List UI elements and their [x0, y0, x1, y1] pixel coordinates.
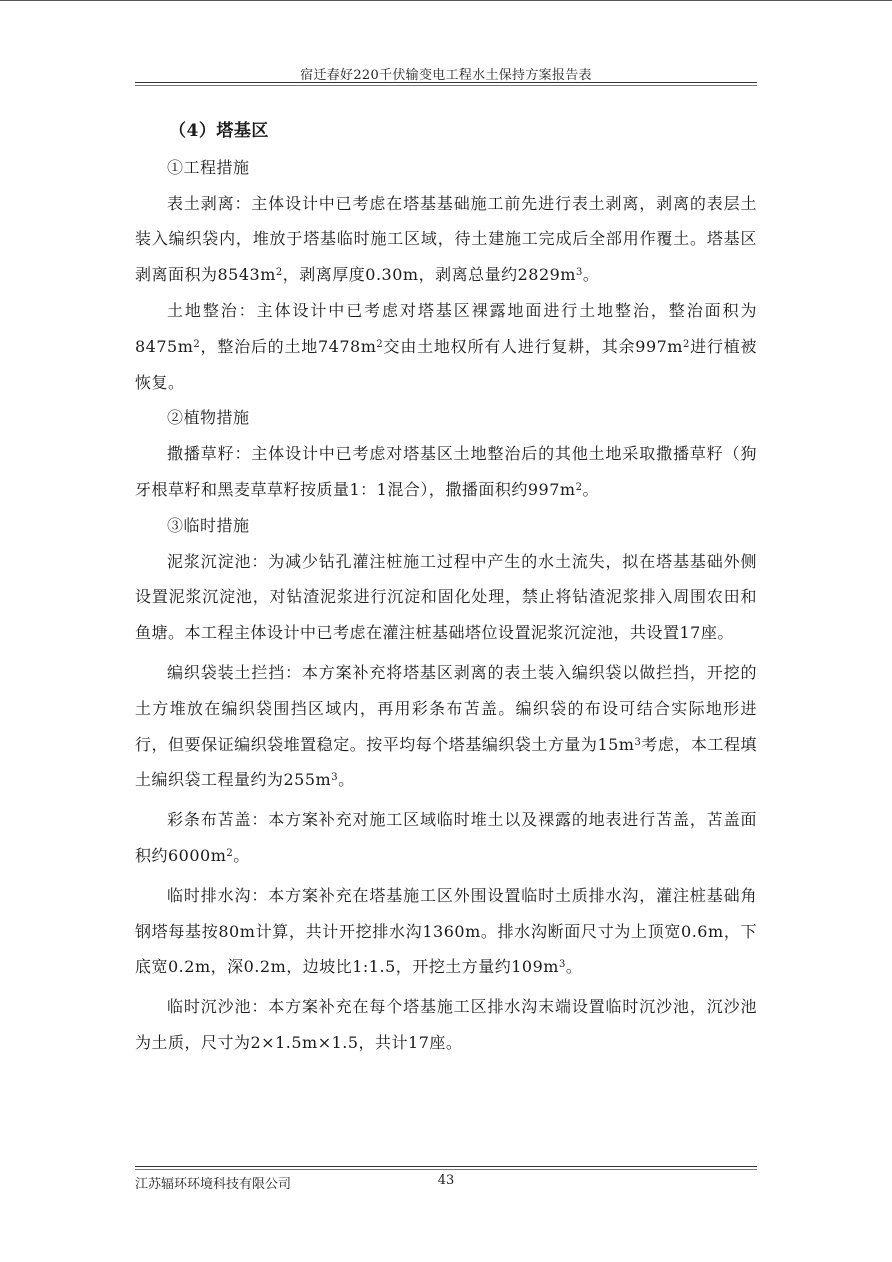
subheading-temporary: ③临时措施	[167, 515, 250, 535]
paragraph-mud-settling-pond: 泥浆沉淀池：为减少钻孔灌注桩施工过程中产生的水土流失，拟在塔基基础外侧设置泥浆沉淀池，对钻渣泥浆进行沉淀和固化处理，禁止将钻渣泥浆排入周围农田和鱼塘。本工程主体设计中已考虑在灌注桩基础塔位设置泥浆沉淀池，共设置17座。	[135, 551, 757, 643]
footer-rule	[135, 1166, 757, 1167]
paragraph-tarp-cover: 彩条布苫盖：本方案补充对施工区域临时堆土以及裸露的地表进行苫盖，苫盖面积约$6000m^2$。	[135, 810, 757, 865]
paragraph-topsoil-stripping: 表土剥离：主体设计中已考虑在塔基基础施工前先进行表土剥离，剥离的表层土装入编织袋内，堆放于塔基临时施工区域，待土建施工完成后全部用作覆土。塔基区剥离面积为$8543m^2$，剥离厚度0.30m，剥离总量约$2829m^3$。	[135, 193, 757, 285]
subheading-plant: ②植物措施	[167, 408, 250, 428]
running-header-title: 宿迁春好220千伏输变电工程水土保持方案报告表	[300, 68, 592, 83]
paragraph-sand-settling-pond: 临时沉沙池：本方案补充在每个塔基施工区排水沟末端设置临时沉沙池，沉沙池为土质，尺寸为2×1.5m×1.5，共计17座。	[135, 997, 757, 1052]
header-rule	[135, 82, 757, 83]
paragraph-grass-seeding: 撒播草籽：主体设计中已考虑对塔基区土地整治后的其他土地采取撒播草籽（狗牙根草籽和黑麦草草籽按质量1：1混合），撒播面积约$997m^2$。	[135, 444, 757, 499]
footer-rule-thin	[135, 1169, 757, 1170]
page-top-edge	[0, 0, 892, 1]
footer-company-name: 江苏辐环环境科技有限公司	[135, 1177, 292, 1192]
section-heading: （4）塔基区	[169, 121, 269, 141]
subheading-engineering: ①工程措施	[167, 157, 250, 177]
paragraph-land-rehabilitation: 土地整治：主体设计中已考虑对塔基区裸露地面进行土地整治，整治面积为$8475m^2$，整治后的土地$7478m^2$交由土地权所有人进行复耕，其余$997m^2$进行植被恢复。	[135, 300, 757, 392]
page-number: 43	[437, 1173, 455, 1188]
paragraph-woven-bag-barrier: 编织袋装土拦挡：本方案补充将塔基区剥离的表土装入编织袋以做拦挡，开挖的土方堆放在编织袋围挡区域内，再用彩条布苫盖。编织袋的布设可结合实际地形进行，但要保证编织袋堆置稳定。按平均每个塔基编织袋土方量为$15m^3$考虑，本工程填土编织袋工程量约为$255m^3$。	[135, 662, 757, 790]
paragraph-drainage-ditch: 临时排水沟：本方案补充在塔基施工区外围设置临时土质排水沟，灌注桩基础角钢塔每基按80m计算，共计开挖排水沟1360m。排水沟断面尺寸为上顶宽0.6m，下底宽0.2m，深0.2m，边坡比1:1.5，开挖土方量约$109m^3$。	[135, 885, 757, 977]
document-body	[135, 114, 757, 1061]
header-rule-thin	[135, 85, 757, 86]
